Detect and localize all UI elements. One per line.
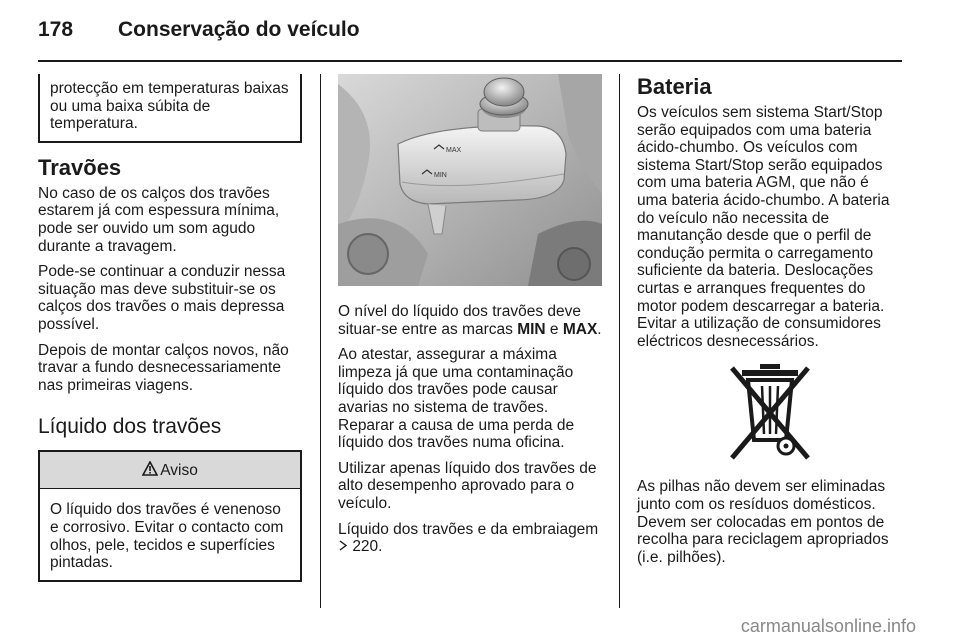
middle-column: [338, 74, 602, 564]
brakes-paragraph: Pode-se continuar a conduzir nessa situação mas deve substituir-se os calços dos travões o mais depressa possível.: [38, 263, 286, 333]
warning-box: [38, 450, 302, 581]
warning-text: O líquido dos travões é venenoso e corrosivo. Evitar o contacto com olhos, pele, tecidos e superfícies pintadas.: [50, 501, 284, 572]
column-divider: [320, 74, 321, 608]
continued-text: protecção em temperaturas baixas ou uma baixa súbita de temperatura.: [50, 80, 289, 133]
fluid-level-paragraph: [338, 303, 602, 338]
refill-paragraph: Ao atestar, assegurar a máxima limpeza já que uma contaminação líquido dos travões pode causar avarias no sistema de travões. Reparar a causa de uma perda de líquido dos travões numa oficina.: [338, 346, 575, 452]
fluid-reference-text: Líquido dos travões e da embraiagem: [338, 520, 599, 538]
page-number: 178: [38, 18, 74, 41]
warning-header: [40, 452, 300, 489]
page-ref-arrow-icon: [338, 538, 348, 555]
photo-label-min: MIN: [434, 172, 447, 179]
watermark: carmanualsonline.info: [740, 616, 916, 636]
warning-label: Aviso: [160, 461, 198, 479]
fluid-type-paragraph: Utilizar apenas líquido dos travões de alto desempenho aprovado para o veículo.: [338, 459, 597, 512]
right-column: [637, 74, 903, 574]
battery-paragraph: Os veículos sem sistema Start/Stop serão equipados com uma bateria ácido-chumbo. Os veículos com sistema Start/Stop serão equipados com uma bateria AGM, que não é uma bateria ácido-chumbo. A bateria do veículo não necessita de manutanção desde que o perfil de condução permita o carregamento suficiente da bateria. Deslocações curtas e arranques frequentes do motor podem descarregar a bateria. Evitar a utilização de consumidores eléctricos desnecessários.: [637, 104, 890, 350]
battery-heading: Bateria: [637, 74, 712, 99]
header-rule: [38, 60, 902, 62]
page-header: [0, 0, 960, 60]
brakes-paragraph: Depois de montar calços novos, não travar a fundo desnecessariamente nas primeiras viagens.: [38, 341, 289, 394]
fluid-level-text: O nível do líquido dos travões deve situar-se entre as marcas: [338, 303, 581, 338]
column-divider: [619, 74, 620, 608]
brakes-paragraph: No caso de os calços dos travões estarem já com espessura mínima, pode ser ouvido um som agudo durante a travagem.: [38, 184, 280, 255]
page-reference-link[interactable]: 220.: [352, 538, 383, 556]
left-column: [38, 74, 302, 582]
warning-triangle-icon: [142, 461, 158, 481]
brake-fluid-reservoir-photo: [338, 74, 602, 286]
min-mark: MIN: [517, 320, 546, 338]
brakes-heading: Travões: [38, 154, 122, 180]
photo-label-max: MAX: [446, 147, 462, 154]
fluid-level-text: e: [545, 320, 563, 338]
disposal-paragraph: As pilhas não devem ser eliminadas junto com os resíduos domésticos. Devem ser colocadas em pontos de recolha para reciclagem apropriados (i.e. pilhões).: [637, 478, 889, 566]
fluid-level-text: .: [597, 320, 602, 338]
crossed-out-bin-icon: [720, 360, 820, 464]
brake-fluid-heading: Líquido dos travões: [38, 415, 222, 439]
page-title: Conservação do veículo: [118, 18, 360, 41]
continued-box: [38, 74, 302, 143]
fluid-reference-paragraph: [338, 521, 602, 556]
max-mark: MAX: [562, 320, 598, 338]
